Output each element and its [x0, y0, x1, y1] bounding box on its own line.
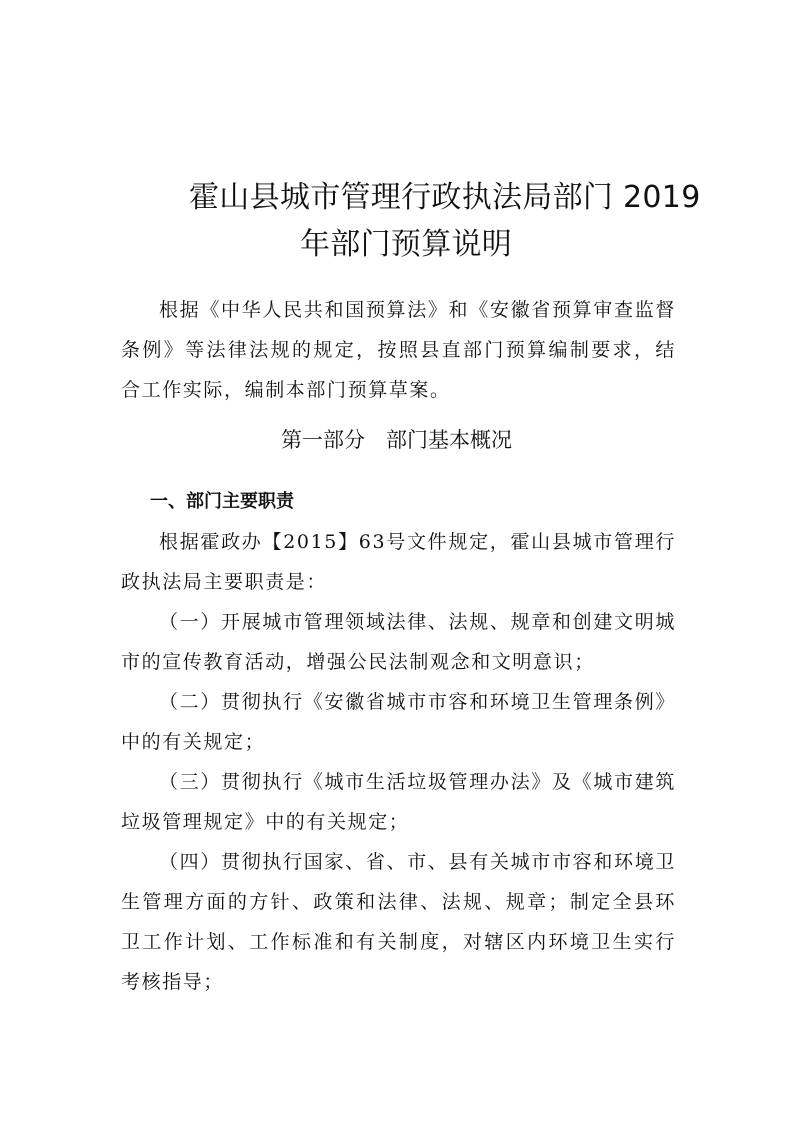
duty-item-4: （四）贯彻执行国家、省、市、县有关城市市容和环境卫生管理方面的方针、政策和法律、法规、规章；制定全县环卫工作计划、工作标准和有关制度，对辖区内环境卫生实行考核指导； — [121, 851, 676, 993]
intro-paragraph: 根据《中华人民共和国预算法》和《安徽省预算审查监督条例》等法律法规的规定，按照县直部门预算编制要求，结合工作实际，编制本部门预算草案。 — [121, 299, 676, 401]
duty-item-2: （二）贯彻执行《安徽省城市市容和环境卫生管理条例》中的有关规定； — [121, 691, 676, 753]
part-heading: 第一部分 部门基本概况 — [281, 428, 512, 452]
document-title-line-2: 年部门预算说明 — [300, 227, 513, 262]
section-heading: 一、部门主要职责 — [150, 491, 294, 512]
duty-item-1: （一）开展城市管理领域法律、法规、规章和创建文明城市的宣传教育活动，增强公民法制观念和文明意识； — [121, 611, 676, 673]
duty-item-3: （三）贯彻执行《城市生活垃圾管理办法》及《城市建筑垃圾管理规定》中的有关规定； — [121, 771, 676, 833]
duties-intro-paragraph: 根据霍政办【2015】63号文件规定，霍山县城市管理行政执法局主要职责是： — [121, 531, 676, 593]
document-title-line-1: 霍山县城市管理行政执法局部门 2019 — [189, 180, 701, 215]
